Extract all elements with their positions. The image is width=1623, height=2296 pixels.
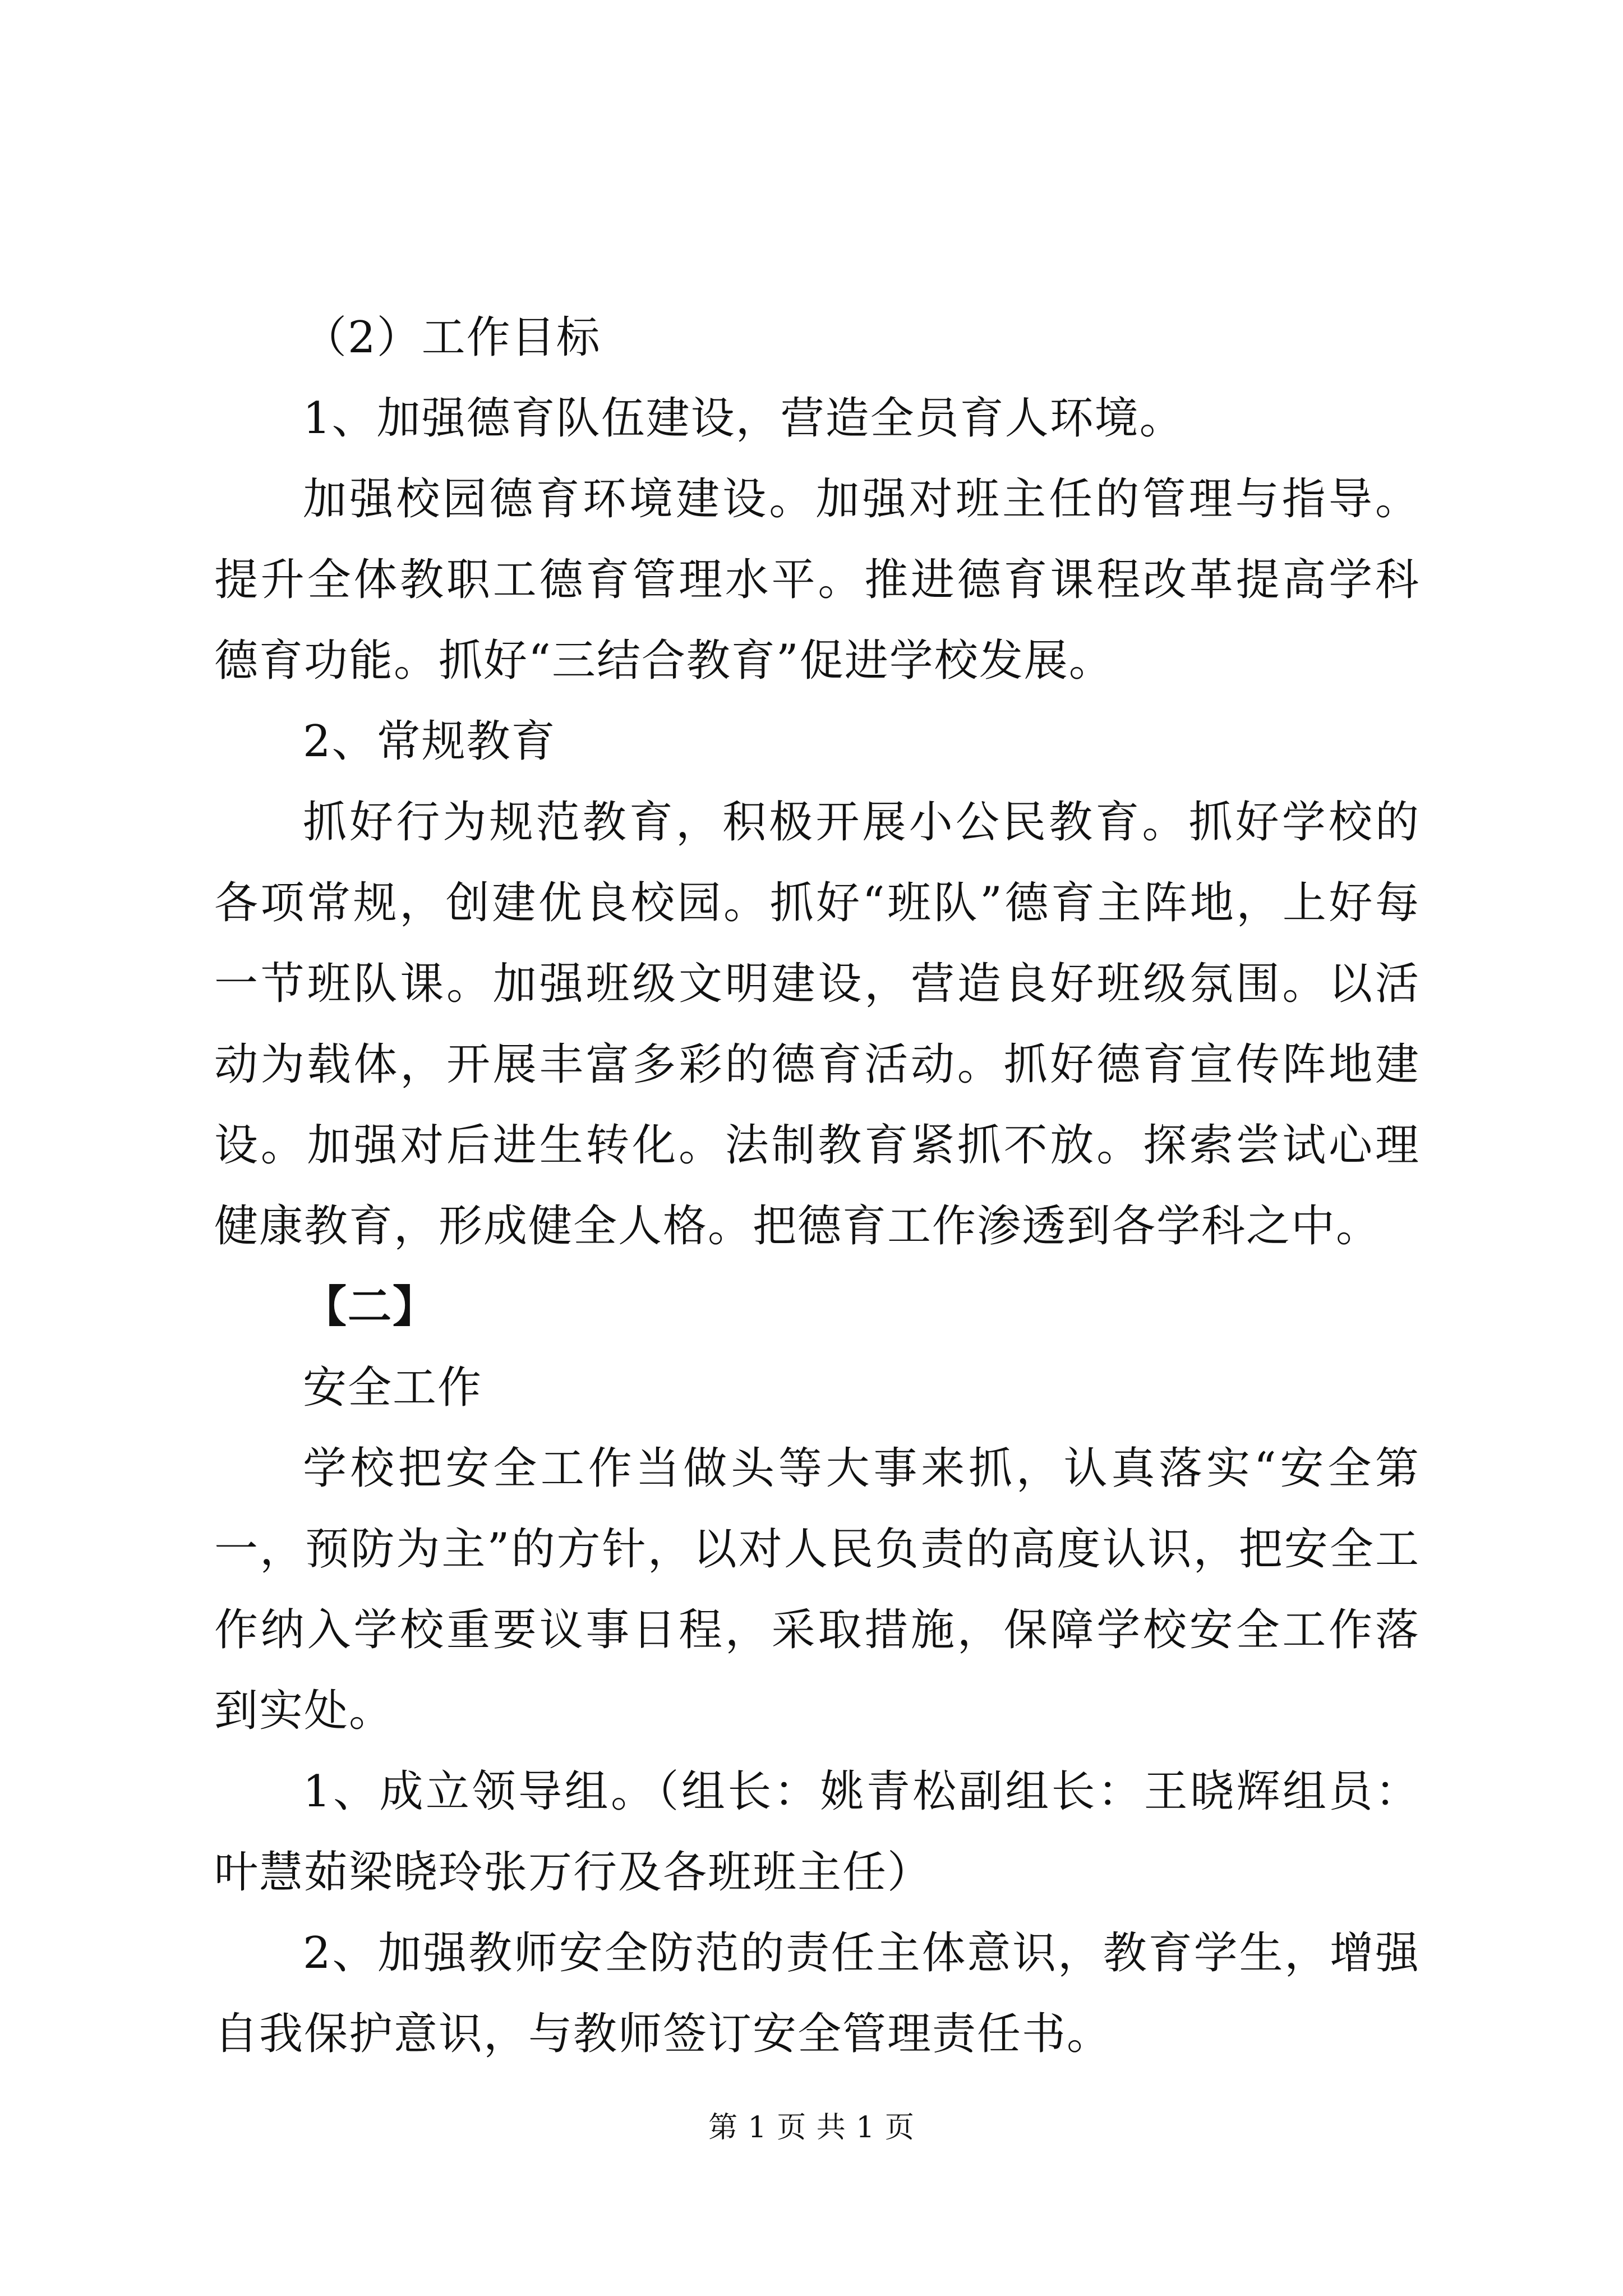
- paragraph-safety-intro: 学校把安全工作当做头等大事来抓，认真落实“安全第一，预防为主”的方针，以对人民负责的高度认识，把安全工作纳入学校重要议事日程，采取措施，保障学校安全工作落到实处。: [214, 1443, 1420, 1736]
- paragraph-moral-education: 加强校园德育环境建设。加强对班主任的管理与指导。提升全体教职工德育管理水平。推进德育课程改革提高学科德育功能。抓好“三结合教育”促进学校发展。: [214, 474, 1420, 686]
- item-2-heading: 2、常规教育: [303, 716, 556, 767]
- paragraph-teacher-responsibility: 2、加强教师安全防范的责任主体意识，教育学生，增强自我保护意识，与教师签订安全管理责任书。: [214, 1928, 1420, 2059]
- paragraph-routine-education: 抓好行为规范教育，积极开展小公民教育。抓好学校的各项常规，创建优良校园。抓好“班队”德育主阵地，上好每一节班队课。加强班级文明建设，营造良好班级氛围。以活动为载体，开展丰富多彩的德育活动。抓好德育宣传阵地建设。加强对后进生转化。法制教育紧抓不放。探索尝试心理健康教育，形成健全人格。把德育工作渗透到各学科之中。: [214, 797, 1420, 1251]
- paragraph-leadership-group: 1、成立领导组。（组长：姚青松副组长：王晓辉组员：叶慧茹梁晓玲张万行及各班班主任）: [214, 1766, 1420, 1898]
- section-title-safety: 安全工作: [303, 1363, 483, 1413]
- section-marker: 【二】: [303, 1281, 438, 1332]
- page-footer: 第 1 页 共 1 页: [708, 2111, 915, 2145]
- subheading-work-goals: （2）工作目标: [303, 312, 601, 363]
- document-body: [214, 297, 1420, 2074]
- item-1-heading: 1、加强德育队伍建设，营造全员育人环境。: [303, 393, 1184, 444]
